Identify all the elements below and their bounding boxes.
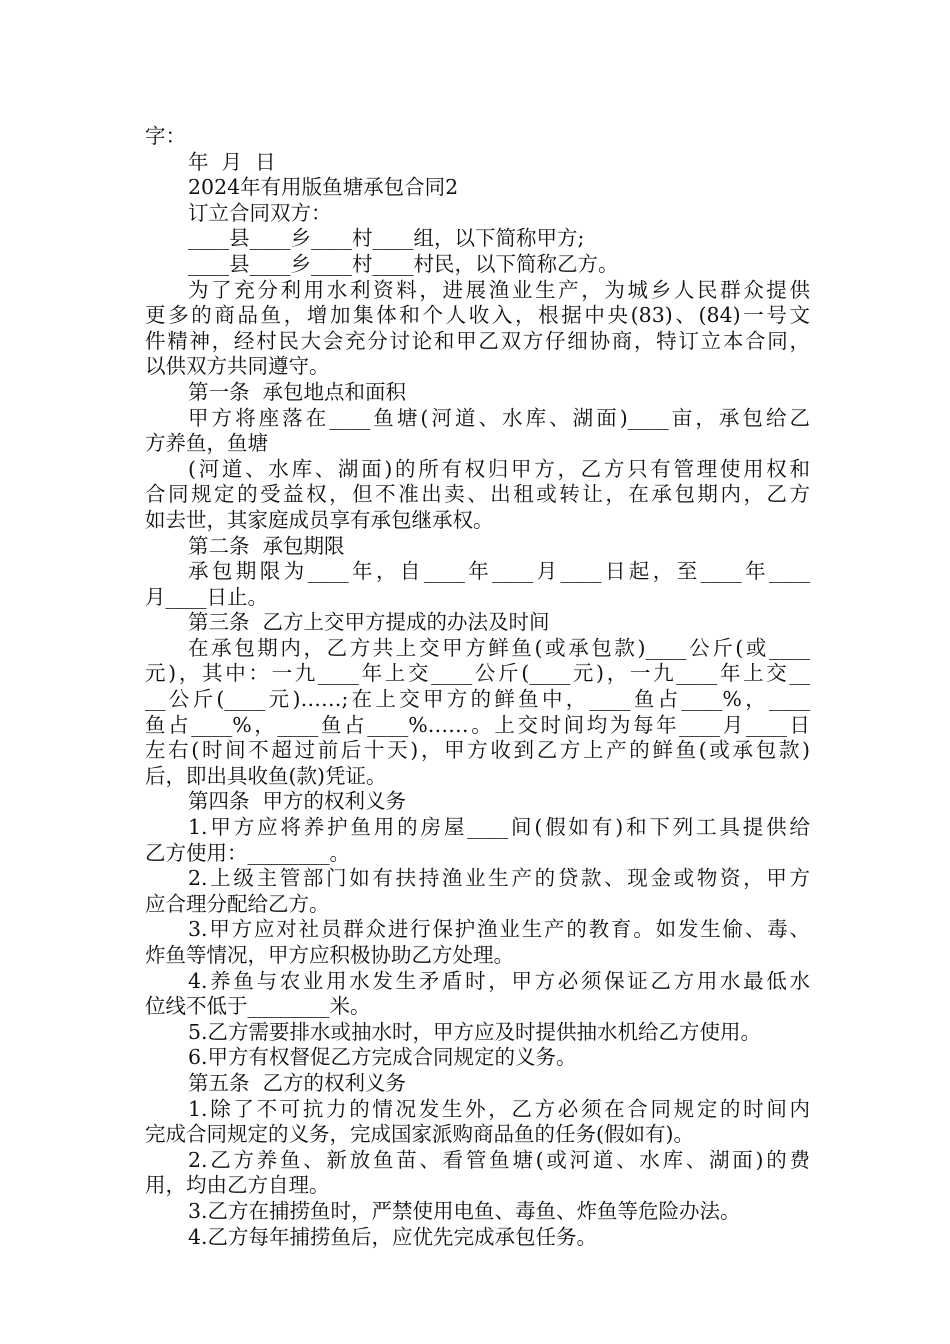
- text-line: 用，均由乙方自理。: [145, 1173, 330, 1198]
- text-line: 完成合同规定的义务，完成国家派购商品鱼的任务(假如有)。: [145, 1122, 694, 1147]
- text-line: 3.乙方在捕捞鱼时，严禁使用电鱼、毒鱼、炸鱼等危险办法。: [188, 1198, 741, 1223]
- text-line: 后，即出具收鱼(款)凭证。: [145, 763, 387, 788]
- text-line: 4.乙方每年捕捞鱼后，应优先完成承包任务。: [188, 1224, 598, 1249]
- text-line: 以供双方共同遵守。: [145, 354, 330, 379]
- text-line: 第四条 甲方的权利义务: [188, 789, 407, 814]
- text-line: 应合理分配给乙方。: [145, 891, 330, 916]
- text-line: 左右(时间不超过前后十天)，甲方收到乙方上产的鲜鱼(或承包款): [145, 738, 810, 763]
- text-line: 乙方使用：________。: [145, 840, 350, 865]
- text-line: 第一条 承包地点和面积: [188, 379, 407, 404]
- text-line: 合同规定的受益权，但不准出卖、出租或转让，在承包期内，乙方: [145, 482, 810, 507]
- text-line: ____县____乡____村____组，以下简称甲方;: [188, 226, 585, 251]
- text-line: 位线不低于________米。: [145, 994, 371, 1019]
- text-line: 2024年有用版鱼塘承包合同2: [188, 175, 459, 200]
- text-line: 第五条 乙方的权利义务: [188, 1070, 407, 1095]
- text-line: (河道、水库、湖面)的所有权归甲方，乙方只有管理使用权和: [188, 456, 810, 481]
- text-line: 鱼占____%，____鱼占____%……。上交时间均为每年____月____日: [145, 712, 810, 737]
- text-line: 承包期限为____年，自____年____月____日起，至____年____: [188, 559, 810, 584]
- text-line: __公斤(____元)……;在上交甲方的鲜鱼中，____鱼占____%，____: [145, 687, 810, 712]
- text-line: 如去世，其家庭成员享有承包继承权。: [145, 507, 494, 532]
- text-line: 第二条 承包期限: [188, 533, 345, 558]
- text-line: 更多的商品鱼，增加集体和个人收入，根据中央(83)、(84)一号文: [145, 303, 810, 328]
- text-line: 字：: [145, 124, 186, 148]
- text-line: 方养鱼，鱼塘: [145, 431, 268, 456]
- text-line: 元)，其中：一九____年上交____公斤(____元)，一九____年上交__: [145, 661, 810, 686]
- text-line: 1.除了不可抗力的情况发生外，乙方必须在合同规定的时间内: [188, 1096, 810, 1121]
- text-line: 第三条 乙方上交甲方提成的办法及时间: [188, 610, 550, 635]
- text-line: 甲方将座落在____鱼塘(河道、水库、湖面)____亩，承包给乙: [188, 405, 810, 430]
- text-line: 月____日止。: [145, 584, 268, 609]
- text-line: 6.甲方有权督促乙方完成合同规定的义务。: [188, 1045, 577, 1070]
- text-line: 5.乙方需要排水或抽水时，甲方应及时提供抽水机给乙方使用。: [188, 1019, 762, 1044]
- text-line: 2.上级主管部门如有扶持渔业生产的贷款、现金或物资，甲方: [188, 866, 810, 891]
- text-line: 在承包期内，乙方共上交甲方鲜鱼(或承包款)____公斤(或____: [188, 635, 810, 660]
- text-line: 为了充分利用水利资料，进展渔业生产，为城乡人民群众提供: [188, 277, 810, 302]
- text-line: 3.甲方应对社员群众进行保护渔业生产的教育。如发生偷、毒、: [188, 917, 810, 942]
- text-line: 2.乙方养鱼、新放鱼苗、看管鱼塘(或河道、水库、湖面)的费: [188, 1147, 810, 1172]
- text-line: 订立合同双方：: [188, 200, 332, 225]
- text-line: 年 月 日: [188, 149, 276, 174]
- contract-page: [145, 124, 810, 1250]
- text-line: 1.甲方应将养护鱼用的房屋____间(假如有)和下列工具提供给: [188, 815, 810, 840]
- text-line: 件精神，经村民大会充分讨论和甲乙双方仔细协商，特订立本合同，: [145, 328, 810, 353]
- text-line: ____县____乡____村____村民，以下简称乙方。: [188, 251, 619, 276]
- text-line: 4.养鱼与农业用水发生矛盾时，甲方必须保证乙方用水最低水: [188, 968, 810, 993]
- text-line: 炸鱼等情况，甲方应积极协助乙方处理。: [145, 943, 514, 967]
